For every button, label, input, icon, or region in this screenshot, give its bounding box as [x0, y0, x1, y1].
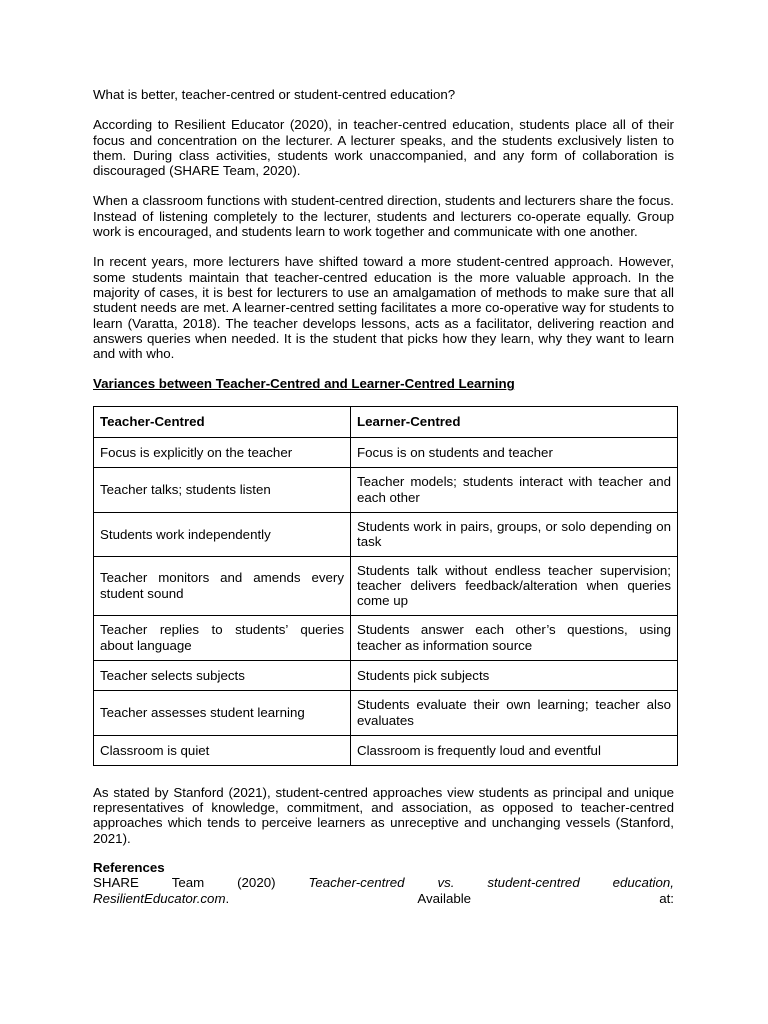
- teacher-cell: Classroom is quiet: [94, 735, 351, 765]
- paragraph-3: In recent years, more lecturers have shifted toward a more student-centred approach. However, some students maintain that teacher-centred education is the more valuable approach. In the majority of cases, it is best for lecturers to use an amalgamation of methods to make sure that all student needs are met. A learner-centred setting facilitates a more co-operative way for students to learn (Varatta, 2018). The teacher develops lessons, acts as a facilitator, delivering reaction and answers queries when needed. It is the student that picks how they learn, why they want to learn and with who.: [93, 254, 674, 362]
- table-row: [94, 437, 678, 467]
- teacher-cell: Teacher replies to students’ queries about language: [94, 615, 351, 660]
- comparison-table: [93, 406, 678, 766]
- table-header-row: [94, 406, 678, 437]
- table-row: [94, 512, 678, 556]
- ref-available: Available: [417, 890, 472, 906]
- learner-cell: Students evaluate their own learning; teacher also evaluates: [351, 690, 678, 735]
- reference-line-1: [93, 875, 674, 890]
- table-row: [94, 467, 678, 512]
- paragraph-1: According to Resilient Educator (2020), in teacher-centred education, students place all of their focus and concentration on the lecturer. A lecturer speaks, and the students exclusively listen to them. During class activities, students work unaccompanied, and any form of collaboration is discouraged (SHARE Team, 2020).: [93, 117, 674, 179]
- ref-at: at:: [659, 890, 674, 906]
- ref-title-part-2: vs.: [437, 875, 455, 891]
- document-content: [93, 87, 674, 906]
- references-heading: References: [93, 859, 165, 875]
- ref-team: Team: [171, 875, 205, 891]
- ref-source: ResilientEducator.com: [93, 890, 226, 906]
- ref-year: (2020): [237, 875, 276, 891]
- ref-title-part-3: student-centred: [487, 875, 580, 891]
- table-title: Variances between Teacher-Centred and Learner-Centred Learning: [93, 376, 515, 392]
- teacher-cell: Teacher assesses student learning: [94, 690, 351, 735]
- teacher-cell: Students work independently: [94, 512, 351, 556]
- learner-cell: Classroom is frequently loud and eventful: [351, 735, 678, 765]
- reference-line-2: [93, 891, 674, 906]
- table-row: [94, 690, 678, 735]
- header-teacher-centred: Teacher-Centred: [94, 406, 351, 437]
- learner-cell: Teacher models; students interact with teacher and each other: [351, 467, 678, 512]
- table-row: [94, 615, 678, 660]
- table-row: [94, 735, 678, 765]
- teacher-cell: Teacher talks; students listen: [94, 467, 351, 512]
- learner-cell: Students pick subjects: [351, 660, 678, 690]
- ref-title-part-1: Teacher-centred: [308, 875, 405, 891]
- table-row: [94, 660, 678, 690]
- learner-cell: Focus is on students and teacher: [351, 437, 678, 467]
- ref-author: SHARE: [93, 875, 139, 891]
- learner-cell: Students answer each other’s questions, using teacher as information source: [351, 615, 678, 660]
- closing-paragraph: As stated by Stanford (2021), student-centred approaches view students as principal and unique representatives of knowledge, commitment, and association, as opposed to teacher-centred approaches which tends to perceive learners as unreceptive and unchanging vessels (Stanford, 2021).: [93, 784, 674, 846]
- ref-title-part-4: education,: [612, 875, 674, 891]
- teacher-cell: Focus is explicitly on the teacher: [94, 437, 351, 467]
- learner-cell: Students work in pairs, groups, or solo depending on task: [351, 512, 678, 556]
- question-heading: What is better, teacher-centred or student-centred education?: [93, 87, 456, 102]
- ref-source-group: [93, 891, 229, 906]
- teacher-cell: Teacher selects subjects: [94, 660, 351, 690]
- header-learner-centred: Learner-Centred: [351, 406, 678, 437]
- table-row: [94, 556, 678, 615]
- teacher-cell: Teacher monitors and amends every student sound: [94, 556, 351, 615]
- ref-source-period: .: [225, 890, 230, 906]
- learner-cell: Students talk without endless teacher supervision; teacher delivers feedback/alteration when queries come up: [351, 556, 678, 615]
- paragraph-2: When a classroom functions with student-centred direction, students and lecturers share the focus. Instead of listening completely to the lecturer, students and lecturers co-operate equally. Group work is encouraged, and students learn to work together and communicate with one another.: [93, 193, 674, 240]
